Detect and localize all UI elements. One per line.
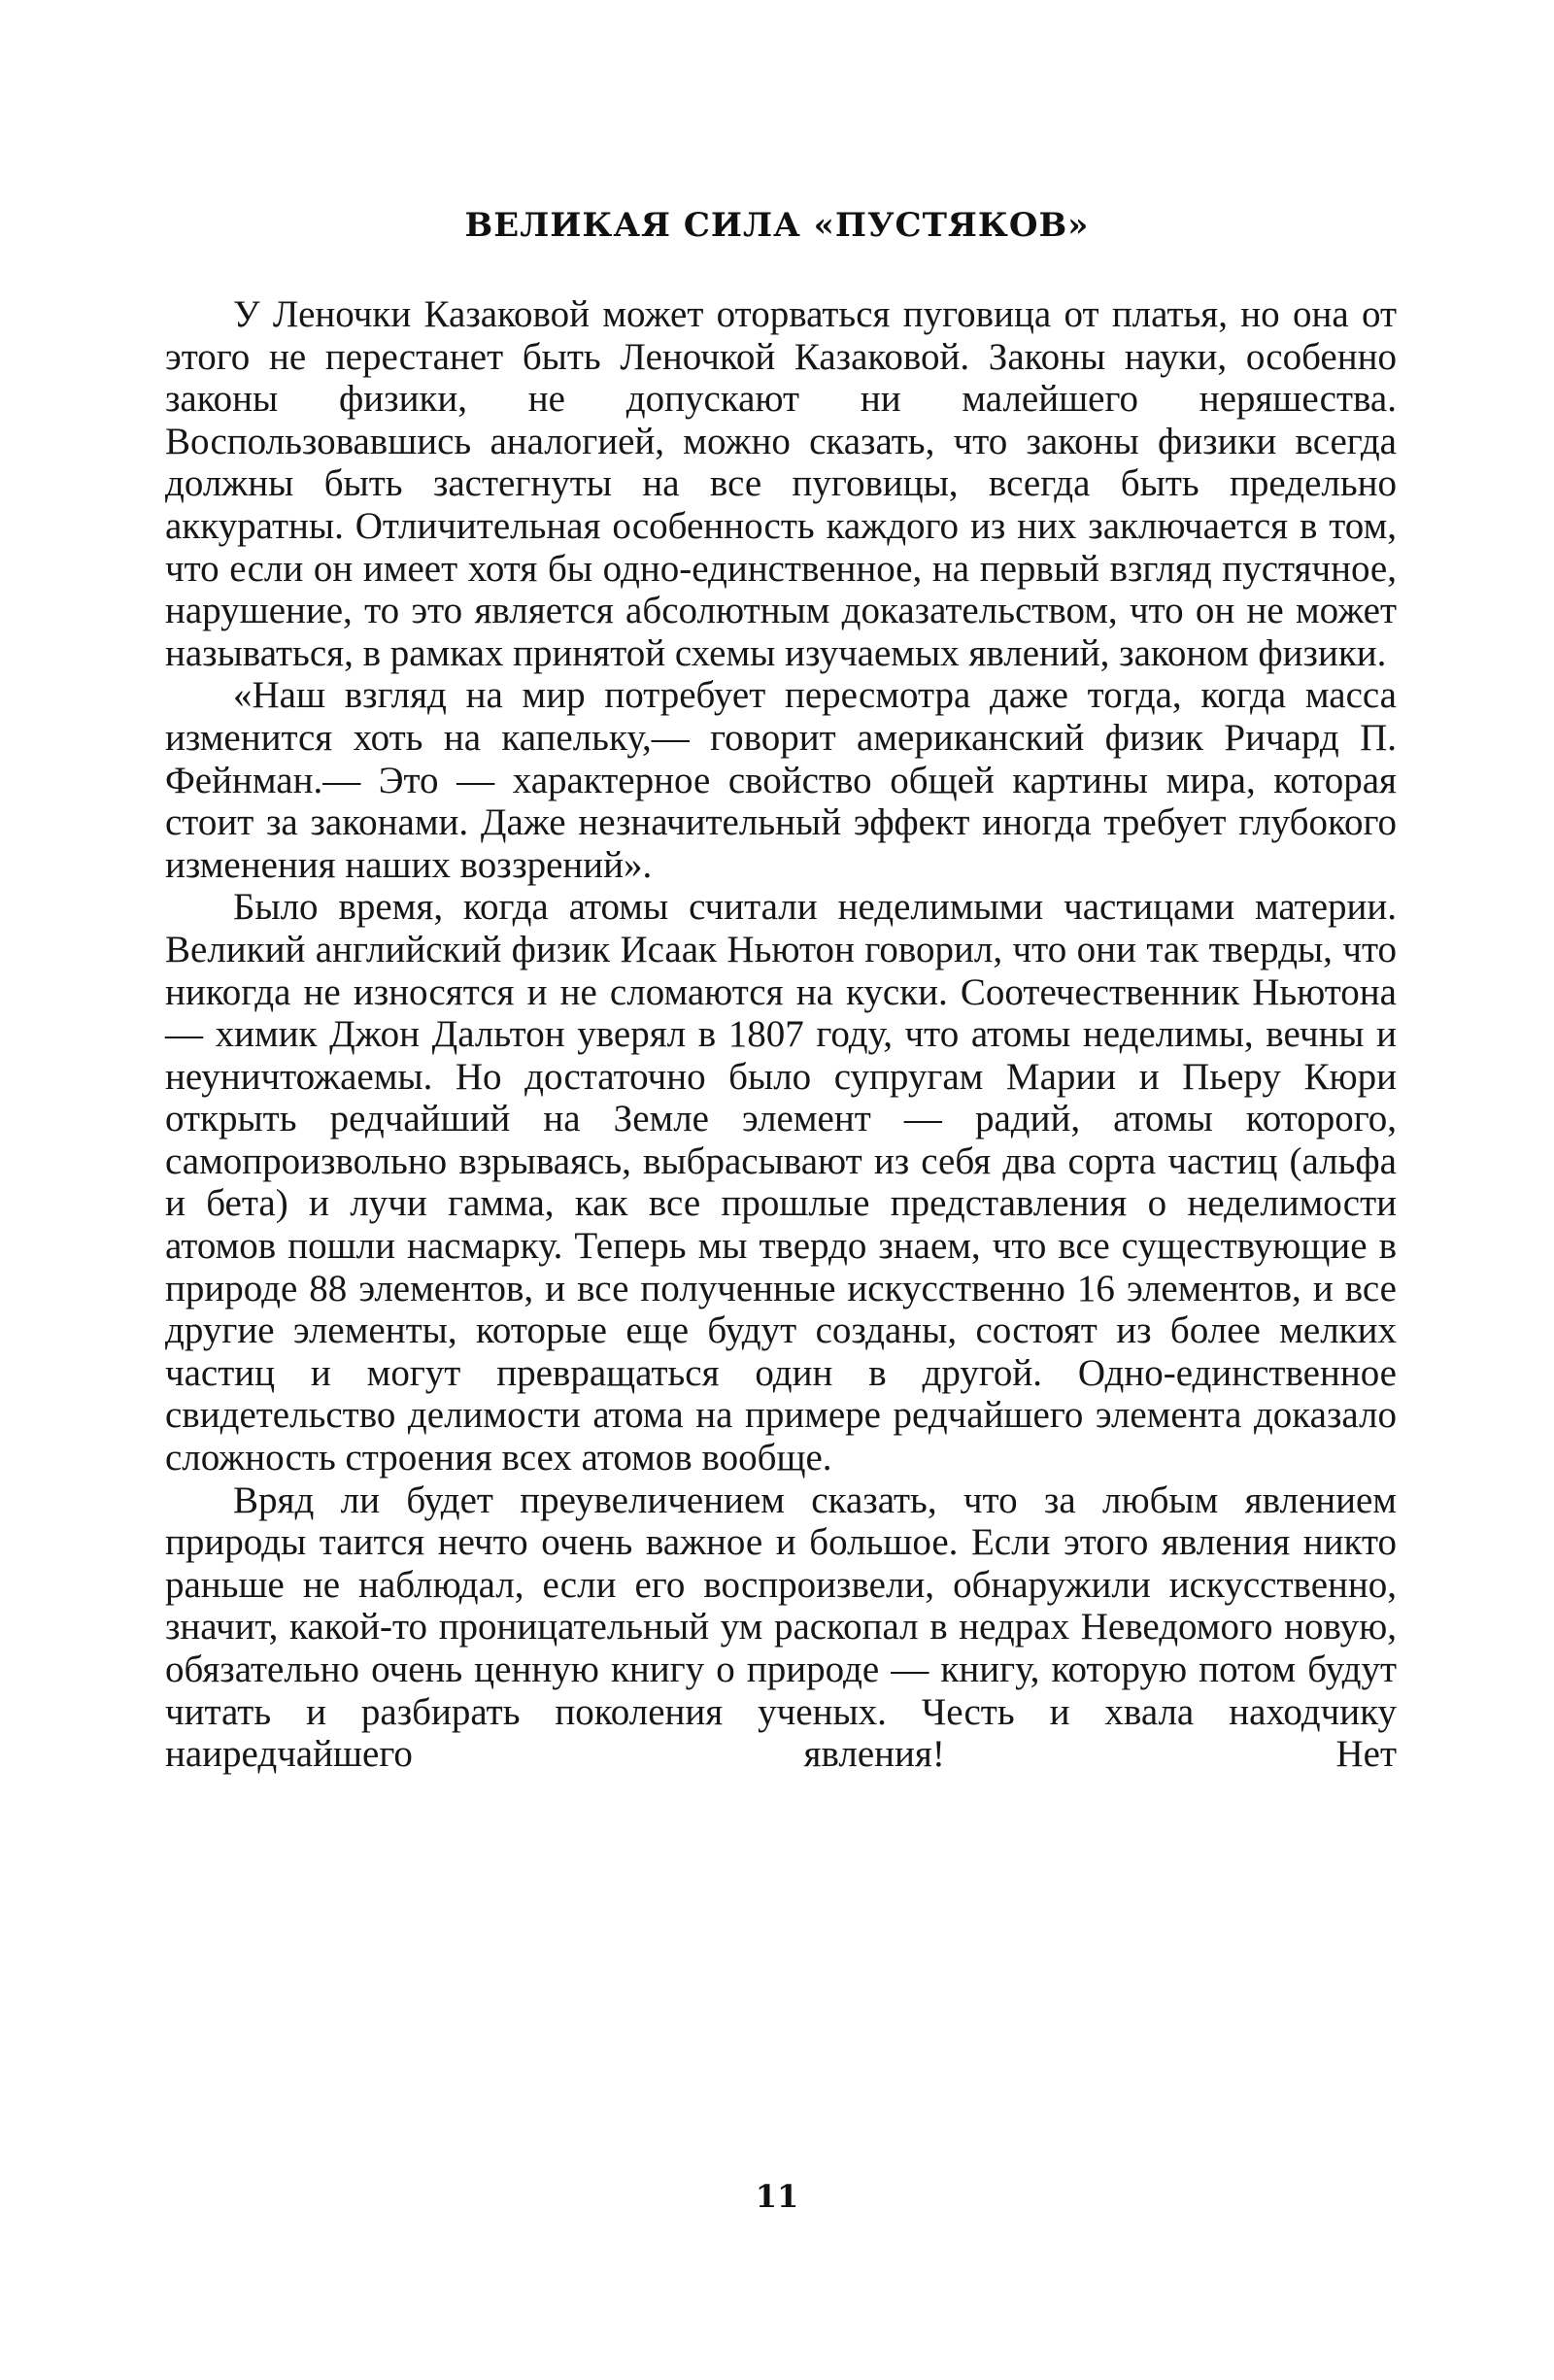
page-number: 11	[755, 2178, 799, 2215]
paragraph-4: Вряд ли будет преувеличением сказать, что за любым явлением природы таится нечто очень важное и большое. Если этого явления никто раньше не наблюдал, если его воспроизвели, обнаружили искусственно, значит, какой-то проницательный ум раскопал в недрах Неведомого новую, обязательно очень ценную книгу о природе — книгу, которую потом будут читать и разбирать поколения ученых. Честь и хвала находчику наиредчайшего явления! Нет	[165, 1479, 1397, 1776]
body-text	[165, 293, 1397, 1776]
paragraph-2: «Наш взгляд на мир потребует пересмотра даже тогда, когда масса изменится хоть на капельку,— говорит американский физик Ричард П. Фейнман.— Это — характерное свойство общей картины мира, которая стоит за законами. Даже незначительный эффект иногда требует глубокого изменения наших воззрений».	[165, 674, 1397, 886]
paragraph-3: Было время, когда атомы считали неделимыми частицами материи. Великий английский физик Исаак Ньютон говорил, что они так тверды, что никогда не износятся и не сломаются на куски. Соотечественник Ньютона — химик Джон Дальтон уверял в 1807 году, что атомы неделимы, вечны и неуничтожаемы. Но достаточно было супругам Марии и Пьеру Кюри открыть редчайший на Земле элемент — радий, атомы которого, самопроизвольно взрываясь, выбрасывают из себя два сорта частиц (альфа и бета) и лучи гамма, как все прошлые представления о неделимости атомов пошли насмарку. Теперь мы твердо знаем, что все существующие в природе 88 элементов, и все полученные искусственно 16 элементов, и все другие элементы, которые еще будут созданы, состоят из более мелких частиц и могут превращаться один в другой. Одно-единственное свидетельство делимости атома на примере редчайшего элемента доказало сложность строения всех атомов вообще.	[165, 886, 1397, 1479]
chapter-title: ВЕЛИКАЯ СИЛА «ПУСТЯКОВ»	[464, 206, 1090, 245]
paragraph-1: У Леночки Казаковой может оторваться пуговица от платья, но она от этого не перестанет быть Леночкой Казаковой. Законы науки, особенно законы физики, не допускают ни малейшего неряшества. Воспользовавшись аналогией, можно сказать, что законы физики всегда должны быть застегнуты на все пуговицы, всегда быть предельно аккуратны. Отличительная особенность каждого из них заключается в том, что если он имеет хотя бы одно-единственное, на первый взгляд пустячное, нарушение, то это является абсолютным доказательством, что он не может называться, в рамках принятой схемы изучаемых явлений, законом физики.	[165, 293, 1397, 674]
